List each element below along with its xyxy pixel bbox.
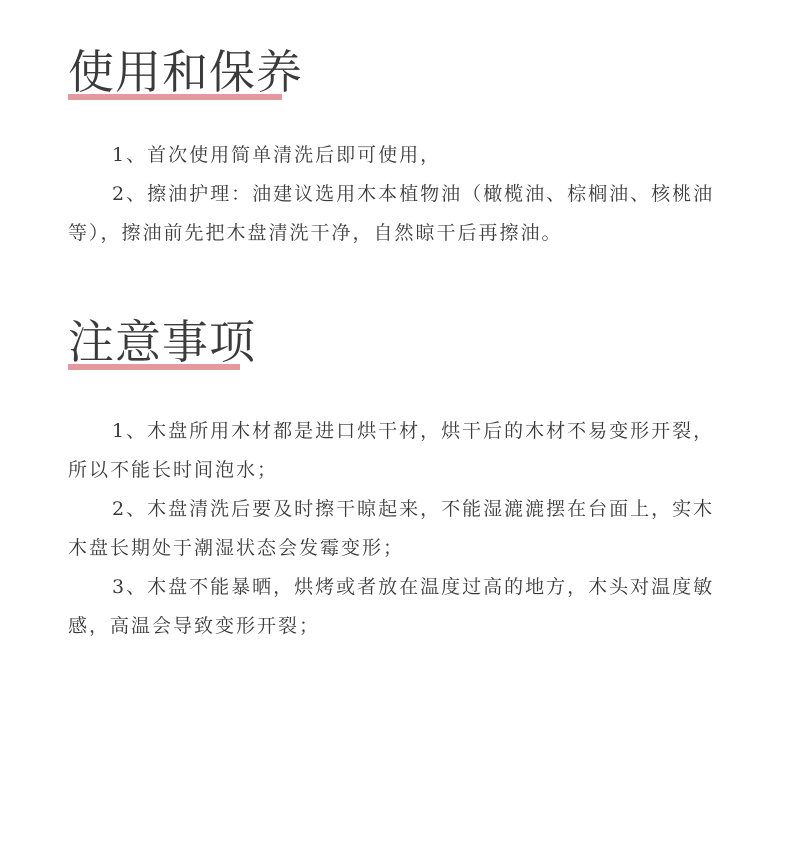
notes-heading-wrap bbox=[68, 312, 256, 376]
notes-section bbox=[68, 312, 728, 646]
usage-paragraph-1: 1、首次使用简单清洗后即可使用， bbox=[112, 144, 442, 166]
notes-paragraph-3: 3、木盘不能暴晒，烘烤或者放在温度过高的地方，木头对温度敏感，高温会导致变形开裂； bbox=[68, 576, 715, 637]
usage-heading: 使用和保养 bbox=[68, 45, 303, 99]
notes-paragraph-1: 1、木盘所用木材都是进口烘干材，烘干后的木材不易变形开裂，所以不能长时间泡水； bbox=[68, 420, 715, 481]
usage-section bbox=[68, 42, 728, 253]
usage-paragraph-2: 2、擦油护理：油建议选用木本植物油（橄榄油、棕榈油、核桃油等），擦油前先把木盘清洗干净，自然晾干后再擦油。 bbox=[68, 183, 715, 244]
usage-heading-wrap bbox=[68, 42, 303, 106]
notes-paragraph-2: 2、木盘清洗后要及时擦干晾起来，不能湿漉漉摆在台面上，实木木盘长期处于潮湿状态会发霉变形； bbox=[68, 498, 715, 559]
usage-body bbox=[68, 136, 728, 253]
notes-heading: 注意事项 bbox=[68, 315, 256, 369]
notes-body bbox=[68, 412, 728, 646]
